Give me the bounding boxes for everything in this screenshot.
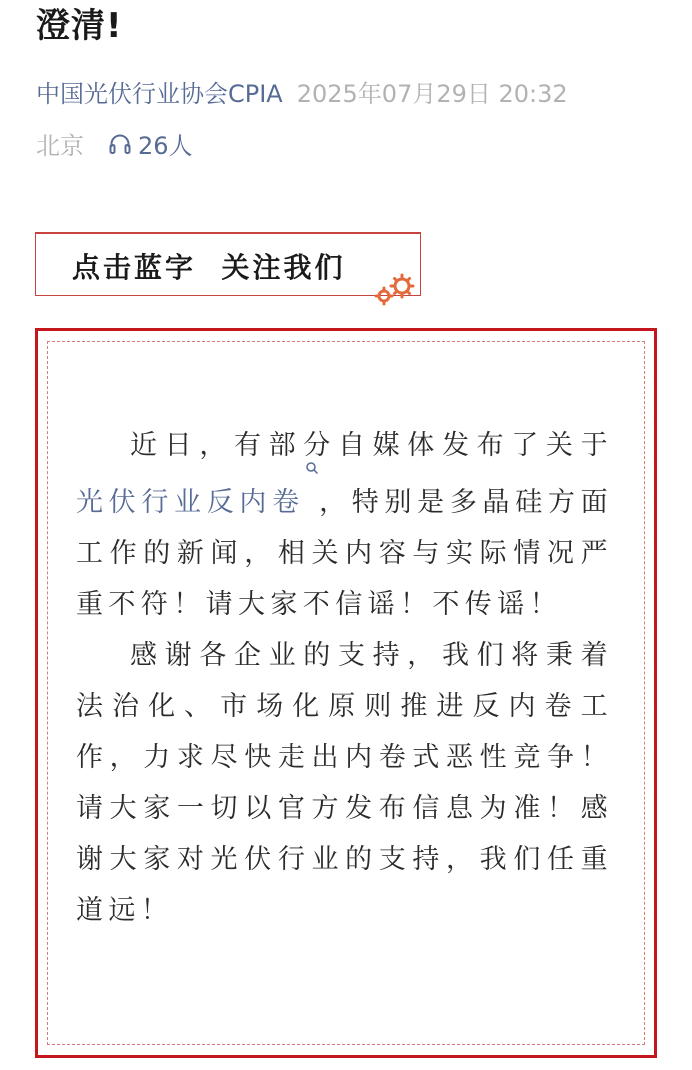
- paragraph-1: 近日，有部分自媒体发布了关于光伏行业反内卷 ，特别是多晶硅方面工作的新闻，相关内容与实际情况严重不符！请大家不信谣！不传谣！: [76, 430, 613, 620]
- headphone-icon: [108, 132, 132, 156]
- search-icon: [305, 487, 319, 505]
- keyword-link[interactable]: 光伏行业反内卷: [76, 487, 319, 518]
- gears-icon: [372, 272, 418, 306]
- account-name-link[interactable]: 中国光伏行业协会CPIA: [36, 80, 283, 108]
- article-meta-secondary: [36, 126, 193, 161]
- location: 北京: [36, 132, 84, 160]
- listen-count: 26人: [138, 132, 193, 160]
- paragraph-2: 感谢各企业的支持，我们将秉着法治化、市场化原则推进反内卷工作，力求尽快走出内卷式恶性竞争！请大家一切以官方发布信息为准！感谢大家对光伏行业的支持，我们任重道远！: [76, 640, 613, 926]
- article-meta: [36, 74, 568, 109]
- notice-body: [76, 420, 613, 936]
- publish-datetime: 2025年07月29日 20:32: [296, 80, 568, 108]
- article-title: 澄清!: [36, 6, 123, 46]
- listen-button[interactable]: [108, 126, 193, 161]
- follow-banner-text: 点击蓝字 关注我们: [72, 251, 346, 284]
